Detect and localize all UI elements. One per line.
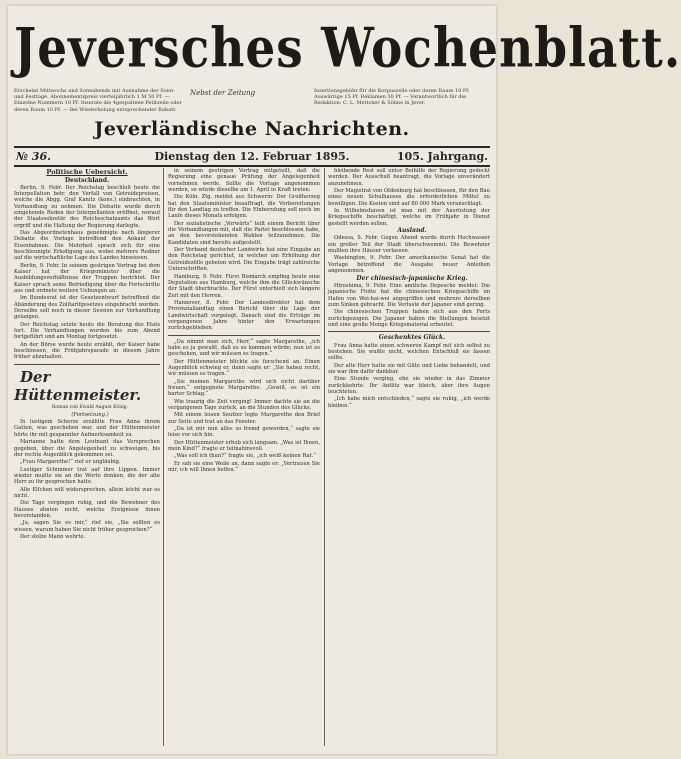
story-paragraph: Eine Stunde verging, ehe sie wieder in das Zimmer zurückkehrte. Ihr Antlitz war bleich, aber ihre Augen leuchteten.: [328, 376, 490, 395]
story-paragraph: Frau Anna hatte einen schweren Kampf mit sich selbst zu bestehen. Sie wußte nicht, welchen Entschluß sie fassen sollte.: [328, 342, 490, 362]
article-paragraph: Das Abgeordnetenhaus genehmigte nach längerer Debatte die Vorlage betreffend den Ankauf der Eisenbahnen. Die Mehrheit sprach sich für eine beschleunigte Erledigung aus, wobei mehrere Redner auf die wirtschaftliche Lage des Landes hinwiesen.: [14, 229, 160, 262]
article-paragraph: Hamburg, 9. Febr. Fürst Bismarck empfing heute eine Deputation aus Hamburg, welche ihm die Glückwünsche der Stadt überbrachte. Der Fürst unterhielt sich längere Zeit mit den Herren.: [168, 273, 320, 299]
serial-paragraph: In lustigem Scherze erzählte Frau Anna ihrem Gatten, was geschehen war, und der Hüttenmeister hörte ihr mit gespannter Aufmerksamkeit zu.: [14, 419, 160, 438]
article-paragraph: Der sozialistische „Vorwärts“ teilt einem Bericht über die Verhandlungen mit, daß die Partei beschlossen habe, an den bevorstehenden Wahlen teilzunehmen. Die Kandidaten sind bereits aufgestellt.: [168, 220, 320, 246]
column-1: [14, 168, 160, 748]
issue-date: Dienstag den 12. Februar 1895.: [154, 150, 350, 163]
article-paragraph: Der Verband deutscher Landwirte hat eine Eingabe an den Reichstag gerichtet, in welcher um Erhöhung der Getreidezölle gebeten wird. Die Eingabe trägt zahlreiche Unterschriften.: [168, 247, 320, 273]
subscription-info: Erscheint Mittwochs und Sonnabends mit Ausnahme der Sonn- und Festtage. Abonnementspreis vierteljährlich 1 M 50 Pf. — Einzelne Nummern 10 Pf. Inserate die 4gespaltene Petitzeile oder deren Raum 10 Pf. — Bei Wiederholung entsprechender Rabatt.: [14, 88, 182, 113]
section-divider: [14, 364, 160, 365]
column-rule: [324, 168, 325, 746]
article-paragraph: Berlin, 9. Febr. Der Reichstag beschloß heute die Interpellation betr. den Verfall von Getreidepreisen, welche die Abgg. Graf Kanitz (kons.) einbrachten, in Verhandlung zu nehmen. Die Debatte wurde durch eingehende Reden der Interpellanten eröffnet, worauf der Staatssekretär des Reichsschatzamts das Wort ergriff und die Haltung der Regierung darlegte.: [14, 184, 160, 229]
serial-paragraph: „Ja, sagen Sie es mir,“ rief sie, „Sie sollten es wissen, warum haben Sie nicht früher gesprochen?“: [14, 520, 160, 533]
serial-paragraph: Wie traurig die Zeit verging! Immer dachte sie an die vergangenen Tage zurück, an die Stunden des Glücks.: [168, 398, 320, 412]
article-paragraph: Die chinesischen Truppen haben sich aus den Forts zurückgezogen. Die Japaner haben die Stellungen besetzt und eine große Menge Kriegsmaterial erbeutet.: [328, 309, 490, 328]
masthead-title: Jeversches Wochenblatt.: [14, 16, 681, 81]
serial-author: Roman von Ewald August König.: [51, 404, 129, 410]
article-paragraph: Im Bundesrat ist der Gesetzentwurf betreffend die Abänderung des Zolltarifgesetzes eingebracht worden. Derselbe soll noch in dieser Session zur Verhandlung gelangen.: [14, 295, 160, 321]
serial-paragraph: Der stolze Mann wehrte.: [20, 533, 86, 540]
serial-paragraph: „Da nimmt man sich, Herr,“ sagte Margarethe, „ich habe es ja gewußt, daß es so kommen würde; nun ist es geschehen, und wir müssen es tragen.“: [168, 338, 320, 358]
article-paragraph: Berlin, 9. Febr. In seinem gestrigen Vortrag bei dem Kaiser hat der Kriegsminister über die Ausbildungsverhältnisse der Truppen berichtet. Der Kaiser sprach seine Befriedigung über die Fortschritte aus und ordnete weitere Uebungen an.: [14, 262, 160, 294]
serial-paragraph: Der Hüttenmeister erhob sich langsam. „Was ist Ihnen, mein Kind?“ fragte er teilnahmsvoll.: [168, 439, 320, 453]
masthead-subtitle: Jeverländische Nachrichten.: [94, 118, 410, 140]
serial-paragraph: Er sah sie eine Weile an, dann sagte er: „Vertrauen Sie mir, ich will Ihnen helfen.“: [168, 460, 320, 474]
serial-paragraph: Lustiger Schimmer trat auf ihre Lippen. Immer wieder mußte sie an die Worte denken, die der alte Herr zu ihr gesprochen hatte.: [14, 466, 160, 486]
serial-paragraph: Mit einem leisen Seufzer legte Margarethe den Brief zur Seite und trat an das Fenster.: [168, 412, 320, 425]
article-paragraph: bleibende Rest soll unter Beihilfe der Regierung gedeckt werden. Der Ausschuß beantragt, die Vorlage unverändert anzunehmen.: [328, 168, 490, 187]
issue-number: № 36.: [16, 150, 51, 163]
issue-bar: [14, 146, 490, 167]
article-paragraph: Hiroshima, 9. Febr. Eine amtliche Depesche meldet: Die japanische Flotte hat die chinesischen Kriegsschiffe im Hafen von Wei-hai-wei angegriffen und mehrere derselben zum Sinken gebracht. Die Verluste der Japaner sind gering.: [328, 282, 490, 308]
serial-paragraph: „Sie meinen Margarethe wird sich nicht darüber freuen,“ entgegnete Margarethe. „Gewiß, es ist ein harter Schlag.“: [168, 378, 320, 398]
advertising-info: Insertionsgebühr für die Korpuszeile oder deren Raum 10 Pf. Auswärtige 15 Pf. Reklamen 30 Pf. — Verantwortlich für die Redaktion: C. L. Mettcker & Söhne in Jever.: [314, 88, 470, 107]
serial-paragraph: „Da ist mir nun alles so fremd geworden,“ sagte sie leise vor sich hin.: [168, 426, 320, 439]
section-heading-war: Der chinesisch-japanische Krieg.: [356, 274, 468, 282]
column-rule: [163, 168, 164, 746]
issue-year: 105. Jahrgang.: [396, 150, 488, 163]
article-paragraph: Hannover, 8. Febr. Der Landesdirektor hat dem Provinziallandtag einen Bericht über die Lage der Landwirtschaft vorgelegt. Danach sind die Erträge im vergangenen Jahre hinter den Erwartungen zurückgeblieben.: [168, 299, 320, 332]
story-title: Geschenktes Glück.: [378, 334, 446, 342]
serial-paragraph: „Was soll ich thun?“ fragte sie, „ich weiß keinen Rat.“: [174, 453, 316, 460]
article-paragraph: Der Reichstag setzte heute die Beratung des Etats fort. Die Verhandlungen wurden bis zum Abend fortgeführt und am Montag fortgesetzt.: [14, 321, 160, 341]
serial-title: Der Hüttenmeister.: [14, 367, 142, 404]
serial-paragraph: Alle Elfchen will widersprechen, allein leicht war es nicht.: [14, 486, 160, 499]
serial-paragraph: Marianne hatte dem Leutnant das Versprechen gegeben, über die Angelegenheit zu schweigen, bis der rechte Augenblick gekommen sei.: [14, 439, 160, 458]
section-divider: [168, 335, 320, 336]
serial-paragraph: „Frau Margarethe!“ rief er ungläubig.: [20, 459, 121, 466]
article-paragraph: An der Börse wurde heute erzählt, der Kaiser habe beschlossen, die Frühjahrsparade in diesem Jahre früher abzuhalten.: [14, 341, 160, 361]
article-paragraph: In Wilhelmshaven ist man mit der Ausrüstung der Kriegsschiffe beschäftigt, welche im Frühjahr in Dienst gestellt werden sollen.: [328, 208, 490, 227]
article-paragraph: Der Magistrat von Oldenburg hat beschlossen, für den Bau eines neuen Schulhauses die erforderlichen Mittel zu bewilligen. Die Kosten sind auf 80 000 Mark veranschlagt.: [328, 188, 490, 207]
story-paragraph: Der alte Herr hatte sie mit Güte und Liebe behandelt, und sie war ihm dafür dankbar.: [328, 362, 490, 375]
section-heading: Politische Uebersicht.: [46, 168, 128, 176]
section-subheading: Deutschland.: [64, 177, 110, 184]
article-paragraph: Die Köln. Ztg. meldet aus Schwerin: Der Großherzog hat den Staatsminister beauftragt, die Vorbereitungen für den Landtag zu treffen. Die Einberufung soll noch im Laufe dieses Monats erfolgen.: [168, 194, 320, 220]
column-3: [328, 168, 490, 748]
section-heading-foreign: Ausland.: [397, 227, 427, 235]
serial-continuation: (Fortsetzung.): [71, 411, 109, 418]
article-paragraph: Washington, 9. Febr. Der amerikanische Senat hat die Vorlage betreffend die Ausgabe neuer Anleihen angenommen.: [328, 255, 490, 275]
article-paragraph: Odessa, 9. Febr. Gegen Abend wurde durch Hochwasser ein großer Teil der Stadt überschwemmt. Die Bewohner mußten ihre Häuser verlassen.: [328, 235, 490, 255]
section-divider: [328, 331, 490, 332]
supplement-note: Nebst der Zeitung: [190, 89, 256, 97]
serial-paragraph: Der Hüttenmeister blickte sie forschend an. Einen Augenblick schwieg er, dann sagte er: „Sie haben recht, wir müssen es tragen.“: [168, 358, 320, 378]
column-2: [168, 168, 320, 748]
story-paragraph: „Ich habe mich entschieden,“ sagte sie ruhig, „ich werde bleiben.“: [328, 396, 490, 409]
article-paragraph: in seinem gestrigen Vortrag mitgeteilt, daß die Regierung eine genaue Prüfung der Angelegenheit vornehmen werde. Sollte die Vorlage angenommen werden, so würde dieselbe am 1. April in Kraft treten.: [168, 168, 320, 194]
serial-paragraph: Die Tage vergingen ruhig, und die Bewohner des Hauses ahnten nicht, welche Ereignisse ihnen bevorstanden.: [14, 500, 160, 519]
